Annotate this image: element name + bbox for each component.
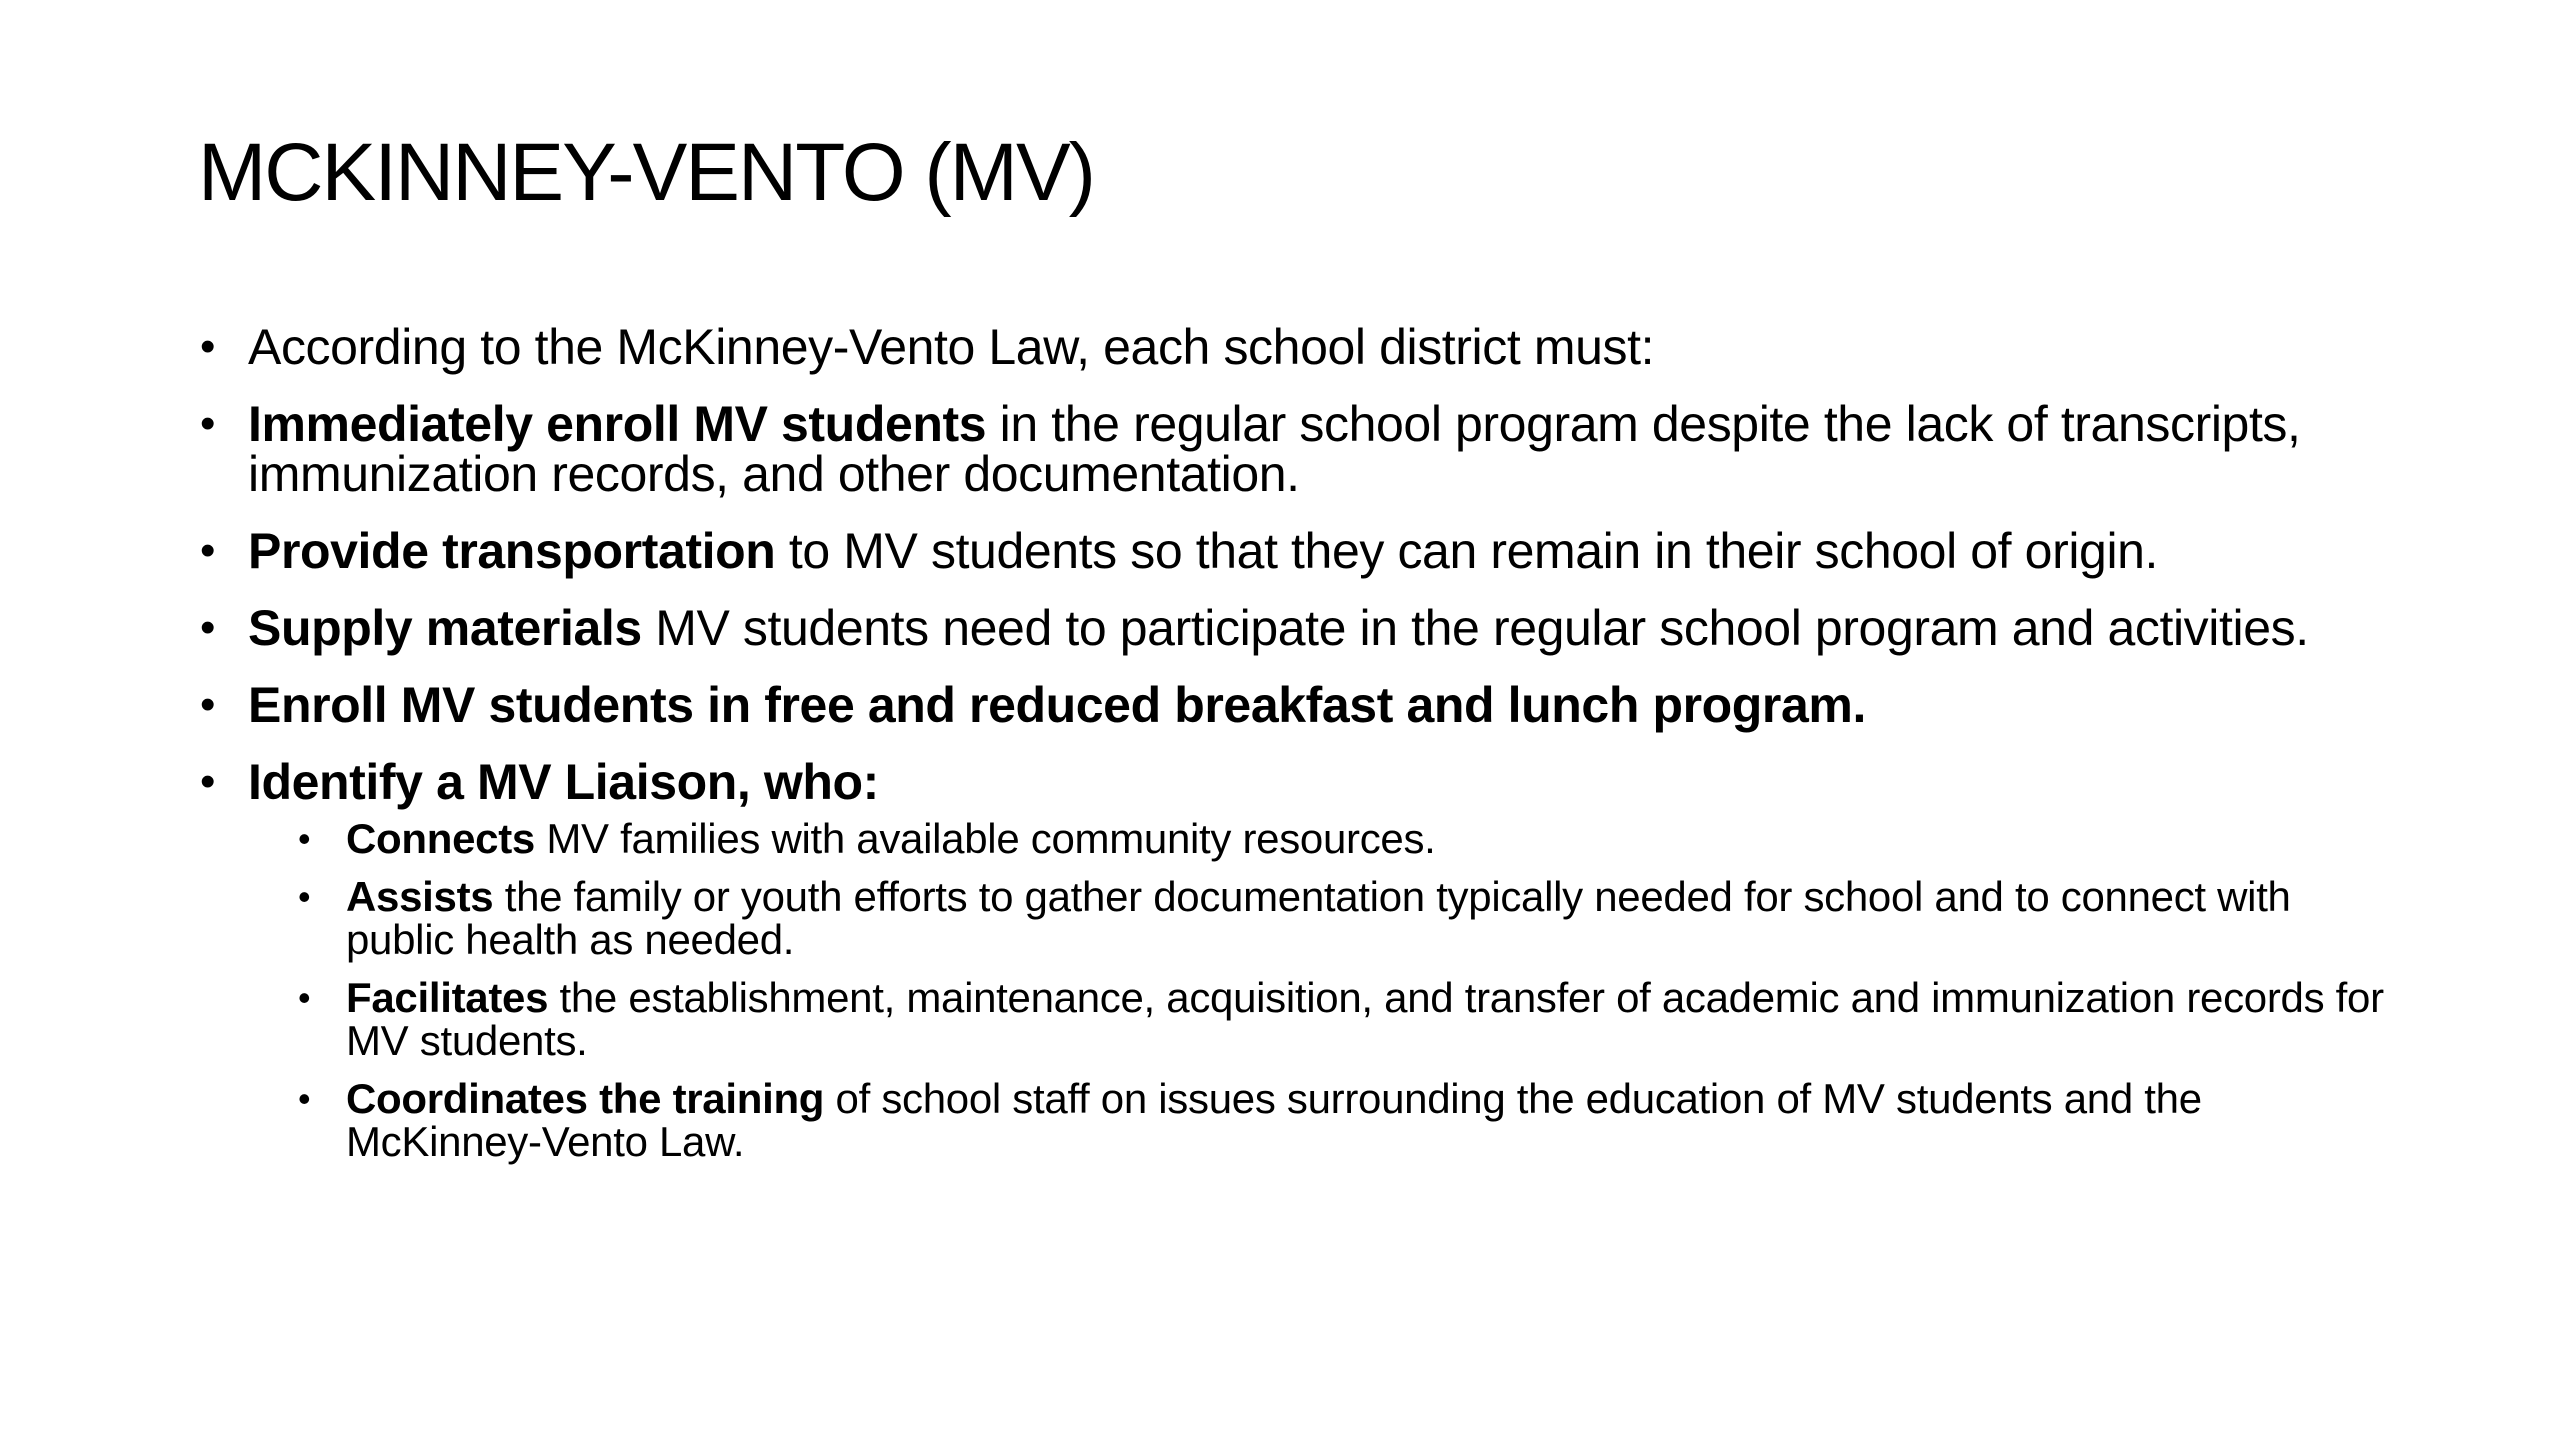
bullet-bold-text: Immediately enroll MV students <box>248 396 987 452</box>
bullet-dot-icon: • <box>298 876 311 917</box>
bullet-bold-text: Identify a MV Liaison, who: <box>248 754 879 810</box>
sub-bullet-bold-text: Facilitates <box>346 974 549 1021</box>
bullet-dot-icon: • <box>200 757 216 806</box>
bullet-bold-text: Enroll MV students in free and reduced breakfast and lunch program. <box>248 677 1866 733</box>
bullet-item <box>198 319 2398 375</box>
bullet-text: to MV students so that they can remain in their school of origin. <box>775 523 2159 579</box>
sub-bullet-list <box>248 817 2398 1163</box>
bullet-dot-icon: • <box>200 399 216 448</box>
sub-bullet-item <box>298 1077 2406 1163</box>
sub-bullet-bold-text: Assists <box>346 873 494 920</box>
bullet-text: in the regular school program despite the lack of transcripts, immunization records, and other documentation. <box>248 396 2301 502</box>
sub-bullet-text: the family or youth efforts to gather documentation typically needed for school and to connect with public health as needed. <box>346 873 2291 963</box>
sub-bullet-text: the establishment, maintenance, acquisition, and transfer of academic and immunization records for MV students. <box>346 974 2384 1064</box>
bullet-dot-icon: • <box>200 680 216 729</box>
bullet-bold-text: Supply materials <box>248 600 642 656</box>
bullet-list <box>198 319 2398 1165</box>
bullet-bold-text: Provide transportation <box>248 523 776 579</box>
sub-bullet-item <box>298 976 2406 1062</box>
bullet-text: According to the McKinney-Vento Law, each school district must: <box>248 319 1655 375</box>
bullet-item <box>198 396 2398 502</box>
bullet-dot-icon: • <box>298 818 311 859</box>
bullet-item <box>198 754 2398 1165</box>
bullet-item <box>198 523 2398 579</box>
sub-bullet-text: MV families with available community resources. <box>534 815 1436 862</box>
sub-bullet-bold-text: Connects <box>346 815 535 862</box>
bullet-text: MV students need to participate in the regular school program and activities. <box>641 600 2309 656</box>
sub-bullet-bold-text: Coordinates the training <box>346 1075 825 1122</box>
bullet-item <box>198 600 2398 656</box>
bullet-dot-icon: • <box>200 322 216 371</box>
bullet-item <box>198 677 2398 733</box>
slide-title: MCKINNEY-VENTO (MV) <box>198 127 1094 218</box>
bullet-dot-icon: • <box>200 603 216 652</box>
bullet-dot-icon: • <box>200 526 216 575</box>
sub-bullet-text: of school staff on issues surrounding the education of MV students and the McKinney-Vento Law. <box>346 1075 2202 1165</box>
bullet-dot-icon: • <box>298 1078 311 1119</box>
bullet-dot-icon: • <box>298 977 311 1018</box>
sub-bullet-item <box>298 817 2406 860</box>
slide-content <box>198 319 2398 1190</box>
sub-bullet-item <box>298 875 2406 961</box>
